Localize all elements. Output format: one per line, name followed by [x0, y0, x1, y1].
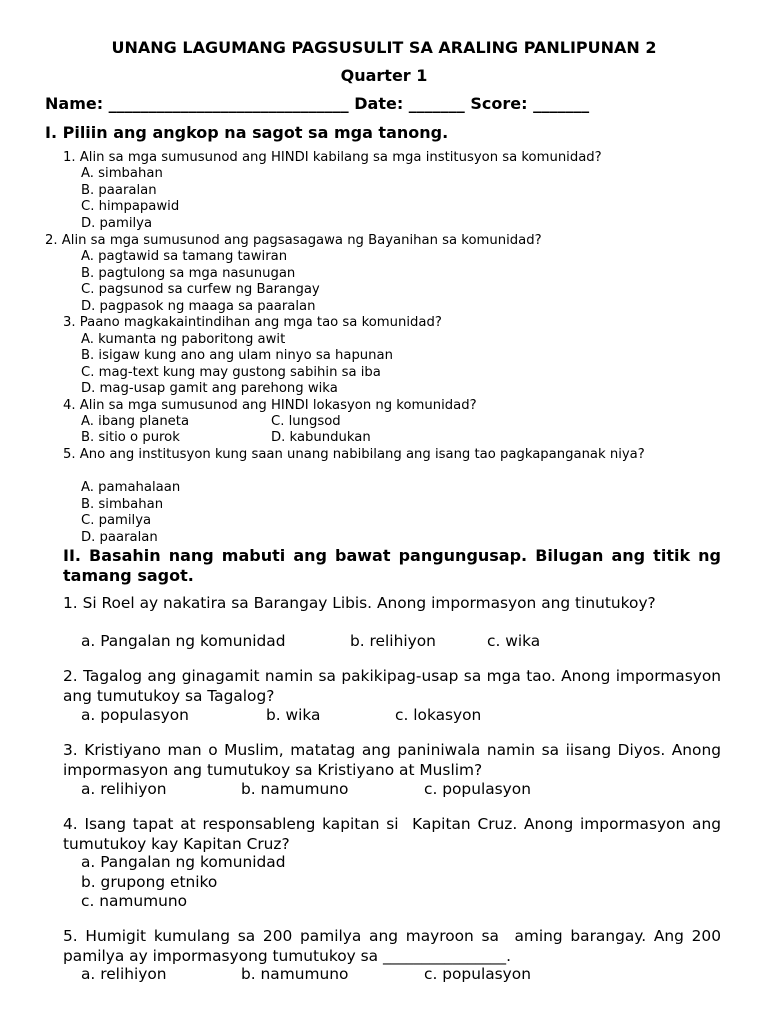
part1-q1-choice-b: B. paaralan [81, 183, 157, 198]
part1-q4-choices-row2 [81, 430, 381, 447]
part1-q5-choice-b: B. simbahan [81, 497, 164, 512]
part1-q1-choice-a: A. simbahan [81, 166, 163, 181]
part2-q1-choices [81, 632, 721, 652]
part2-q2-choices [81, 706, 721, 726]
part1-q3-question: 3. Paano magkakaintindihan ang mga tao sa komunidad? [63, 315, 442, 330]
part1-q4-question: 4. Alin sa mga sumusunod ang HINDI lokasyon ng komunidad? [63, 398, 477, 413]
part2-q3-choices [81, 780, 721, 800]
part1-q3-choice-c: C. mag-text kung may gustong sabihin sa iba [81, 365, 381, 380]
part2-q1 [63, 594, 721, 614]
part2-q3-question: 3. Kristiyano man o Muslim, matatag ang paniniwala namin sa iisang Diyos. Anong impormasyon ang tumutukoy sa Kristiyano at Muslim? [63, 741, 721, 779]
part1-q5-choice-a: A. pamahalaan [81, 480, 181, 495]
part1-q2-question: 2. Alin sa mga sumusunod ang pagsasagawa ng Bayanihan sa komunidad? [45, 233, 542, 248]
exam-title: UNANG LAGUMANG PAGSUSULIT SA ARALING PANLIPUNAN 2 [111, 38, 657, 57]
part2-q5-choices [81, 965, 721, 985]
part1-q5-question: 5. Ano ang institusyon kung saan unang nabibilang ang isang tao pagkapanganak niya? [63, 447, 645, 462]
part2-q4-choice-b: b. grupong etniko [81, 873, 218, 891]
part2-q5-choice-b: b. namumuno [241, 965, 349, 983]
part2-q4-choice-c: c. namumuno [81, 892, 188, 910]
part1-q1-choice-c: C. himpapawid [81, 199, 180, 214]
part1-q3-choice-d: D. mag-usap gamit ang parehong wika [81, 381, 338, 396]
part2-q2-question: 2. Tagalog ang ginagamit namin sa pakikipag-usap sa mga tao. Anong impormasyon ang tumutukoy sa Tagalog? [63, 667, 721, 705]
part2-q2-choice-b: b. wika [266, 706, 321, 724]
part2-q3-choice-b: b. namumuno [241, 780, 349, 798]
part2-q3 [63, 741, 721, 780]
part2-q3-choice-c: c. populasyon [424, 780, 531, 798]
part2-q2-choice-c: c. lokasyon [395, 706, 482, 724]
part2-q5-question: 5. Humigit kumulang sa 200 pamilya ang mayroon sa aming barangay. Ang 200 pamilya ay impormasyong tumutukoy sa ________________. [63, 927, 726, 965]
part1-q3-choice-b: B. isigaw kung ano ang ulam ninyo sa hapunan [81, 348, 393, 363]
part1-heading: I. Piliin ang angkop na sagot sa mga tanong. [45, 123, 449, 142]
part1-q4-choices-row1 [81, 414, 381, 431]
name-date-score-line: Name: ______________________________ Date: _______ Score: _______ [45, 94, 590, 113]
part2-q4-question: 4. Isang tapat at responsableng kapitan si Kapitan Cruz. Anong impormasyon ang tumutukoy kay Kapitan Cruz? [63, 815, 726, 853]
part2-q1-choice-c: c. wika [487, 632, 541, 650]
part1-q2-choice-a: A. pagtawid sa tamang tawiran [81, 249, 288, 264]
part1-q2-choice-c: C. pagsunod sa curfew ng Barangay [81, 282, 320, 297]
part2-q5-choice-a: a. relihiyon [81, 965, 167, 983]
part2-q1-choice-b: b. relihiyon [350, 632, 436, 650]
part1-q5-choice-d: D. paaralan [81, 530, 158, 545]
part2-q3-choice-a: a. relihiyon [81, 780, 167, 798]
part1-q4-choice-d: D. kabundukan [271, 430, 371, 445]
part1-q2-choice-d: D. pagpasok ng maaga sa paaralan [81, 299, 316, 314]
quarter-label: Quarter 1 [340, 66, 428, 85]
part1-q4-choice-c: C. lungsod [271, 414, 341, 429]
part1-q3-choice-a: A. kumanta ng paboritong awit [81, 332, 286, 347]
part2-q5-choice-c: c. populasyon [424, 965, 531, 983]
part1-q4-choice-b: B. sitio o purok [81, 430, 180, 445]
part2-q4-choice-a: a. Pangalan ng komunidad [81, 853, 286, 871]
part1-q5-choice-c: C. pamilya [81, 513, 152, 528]
part2-q5 [63, 927, 726, 966]
part2-q1-question: 1. Si Roel ay nakatira sa Barangay Libis. Anong impormasyon ang tinutukoy? [63, 594, 656, 612]
part2-q4 [63, 815, 726, 854]
part2-heading: II. Basahin nang mabuti ang bawat pangungusap. Bilugan ang titik ng tamang sagot. [63, 546, 721, 585]
part1-q1-choice-d: D. pamilya [81, 216, 153, 231]
part1-q1-question: 1. Alin sa mga sumusunod ang HINDI kabilang sa mga institusyon sa komunidad? [63, 150, 602, 165]
part1-q4-choice-a: A. ibang planeta [81, 414, 190, 429]
part1-q2-choice-b: B. pagtulong sa mga nasunugan [81, 266, 296, 281]
part2-q1-choice-a: a. Pangalan ng komunidad [81, 632, 286, 650]
part2-q2 [63, 667, 721, 706]
part2-q2-choice-a: a. populasyon [81, 706, 189, 724]
